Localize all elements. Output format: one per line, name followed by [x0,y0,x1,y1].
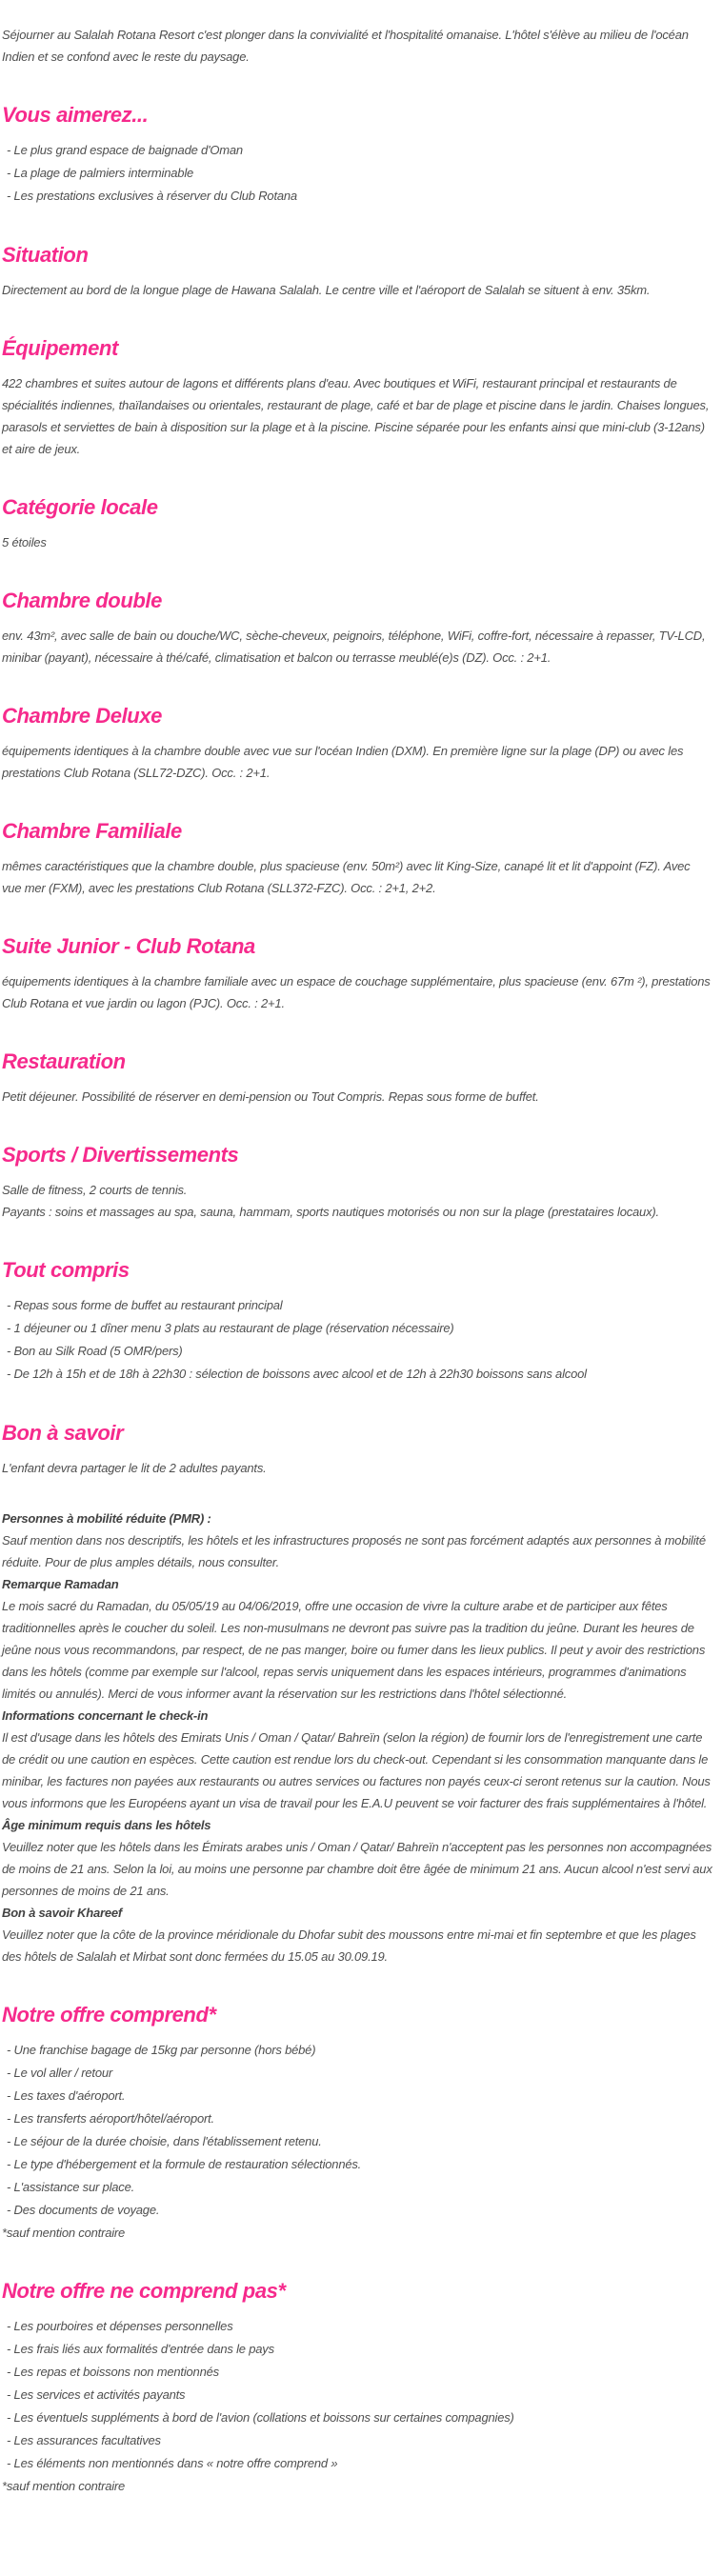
block-text-check-in: Il est d'usage dans les hôtels des Emirats Unis / Oman / Qatar/ Bahreïn (selon la région) de fournir lors de l'enregistrement une carte de crédit ou une caution en espèces. Cette caution est rendue lors du check-out. Cependant si les consommation manquante dans le minibar, les factures non payées aux restaurants ou autres services ou factures non payés ceux-ci seront retenus sur la caution. Nous vous informons que les Européens ayant un visa de travail pour les E.A.U peuvent se voir facturer des frais supplémentaires à l'hôtel. [2,1730,711,1810]
offre-ne-comprend-pas-list [2,2315,712,2475]
intro-paragraph: Séjourner au Salalah Rotana Resort c'est plonger dans la convivialité et l'hospitalité omanaise. L'hôtel s'élève au milieu de l'océan Indien et se confond avec le reste du paysage. [2,28,689,64]
sports-line-1: Salle de fitness, 2 courts de tennis. [2,1183,188,1197]
block-label-age-minimum: Âge minimum requis dans les hôtels [2,1818,211,1832]
sports-line-2: Payants : soins et massages au spa, sauna, hammam, sports nautiques motorisés ou non sur la plage (prestataires locaux). [2,1205,659,1219]
section-title-suite-junior: Suite Junior - Club Rotana [2,934,255,958]
section-title-tout-compris: Tout compris [2,1258,130,1282]
chambre-double-paragraph: env. 43m², avec salle de bain ou douche/WC, sèche-cheveux, peignoirs, téléphone, WiFi, coffre-fort, nécessaire à repasser, TV-LCD, minibar (payant), nécessaire à thé/café, climatisation et balcon ou terrasse meublé(e)s (DZ). Occ. : 2+1. [2,629,706,665]
list-item: - Des documents de voyage. [7,2203,160,2217]
block-text-pmr: Sauf mention dans nos descriptifs, les hôtels et les infrastructures proposés ne sont pas forcément adaptés aux personnes à mobilité réduite. Pour de plus amples détails, nous consulter. [2,1533,706,1569]
list-item: - L'assistance sur place. [7,2180,135,2194]
list-item: - Les éventuels suppléments à bord de l'avion (collations et boissons sur certaines compagnies) [7,2410,514,2425]
section-title-offre-ne-comprend-pas: Notre offre ne comprend pas* [2,2279,286,2303]
section-title-categorie-locale: Catégorie locale [2,495,158,519]
bon-a-savoir-lead: L'enfant devra partager le lit de 2 adultes payants. [2,1461,267,1475]
offre-comprend-footnote: *sauf mention contraire [2,2226,126,2240]
list-item: - Les repas et boissons non mentionnés [7,2365,219,2379]
list-item: - La plage de palmiers interminable [7,166,194,180]
list-item: - Les assurances facultatives [7,2433,161,2447]
list-item: - Une franchise bagage de 15kg par personne (hors bébé) [7,2043,316,2057]
tout-compris-list [2,1294,712,1386]
section-title-vous-aimerez: Vous aimerez... [2,103,149,127]
block-text-ramadan: Le mois sacré du Ramadan, du 05/05/19 au 04/06/2019, offre une occasion de vivre la culture arabe et de participer aux fêtes traditionnelles après le coucher du soleil. Les non-musulmans ne devront pas suivre pas la tradition du jeûne. Durant les heures de jeûne nous vous recommandons, par respect, de ne pas manger, boire ou fumer dans les lieux publics. Il peut y avoir des restrictions dans les hôtels (comme par exemple sur l'alcool, repas servis uniquement dans les espaces intérieurs, programmes d'animations limités ou annulés). Merci de vous informer avant la réservation sur les restrictions dans l'hôtel sélectionné. [2,1599,706,1701]
bon-a-savoir-blocks [2,1508,712,1967]
restauration-paragraph: Petit déjeuner. Possibilité de réserver en demi-pension ou Tout Compris. Repas sous forme de buffet. [2,1089,539,1104]
section-title-chambre-familiale: Chambre Familiale [2,819,182,843]
block-label-khareef: Bon à savoir Khareef [2,1906,123,1920]
list-item: - Les frais liés aux formalités d'entrée dans le pays [7,2342,274,2356]
categorie-locale-value: 5 étoiles [2,535,47,549]
section-title-restauration: Restauration [2,1049,126,1073]
list-item: - Les éléments non mentionnés dans « notre offre comprend » [7,2456,338,2470]
list-item: - Les services et activités payants [7,2387,186,2402]
list-item: - Le vol aller / retour [7,2066,113,2080]
section-title-bon-a-savoir: Bon à savoir [2,1421,124,1445]
suite-junior-paragraph: équipements identiques à la chambre familiale avec un espace de couchage supplémentaire, plus spacieuse (env. 67m ²), prestations Club Rotana et vue jardin ou lagon (PJC). Occ. : 2+1. [2,974,711,1010]
section-title-equipement: Équipement [2,336,118,360]
situation-paragraph: Directement au bord de la longue plage de Hawana Salalah. Le centre ville et l'aéroport de Salalah se situent à env. 35km. [2,283,651,297]
block-text-khareef: Veuillez noter que la côte de la province méridionale du Dhofar subit des moussons entre mi-mai et fin septembre et que les plages des hôtels de Salalah et Mirbat sont donc fermées du 15.05 au 30.09.19. [2,1927,696,1964]
list-item: - Le type d'hébergement et la formule de restauration sélectionnés. [7,2157,362,2171]
section-title-chambre-deluxe: Chambre Deluxe [2,704,163,728]
section-title-offre-comprend: Notre offre comprend* [2,2003,216,2027]
list-item: - Les taxes d'aéroport. [7,2088,126,2103]
chambre-familiale-paragraph: mêmes caractéristiques que la chambre double, plus spacieuse (env. 50m²) avec lit King-Size, canapé lit et lit d'appoint (FZ). Avec vue mer (FXM), avec les prestations Club Rotana (SLL372-FZC). Occ. : 2+1, 2+2. [2,859,691,895]
list-item: - Bon au Silk Road (5 OMR/pers) [7,1344,183,1358]
section-title-sports-divertissements: Sports / Divertissements [2,1143,239,1167]
chambre-deluxe-paragraph: équipements identiques à la chambre double avec vue sur l'océan Indien (DXM). En première ligne sur la plage (DP) ou avec les prestations Club Rotana (SLL72-DZC). Occ. : 2+1. [2,744,684,780]
offre-ne-comprend-pas-footnote: *sauf mention contraire [2,2479,126,2493]
block-label-pmr: Personnes à mobilité réduite (PMR) : [2,1511,211,1526]
list-item: - 1 déjeuner ou 1 dîner menu 3 plats au restaurant de plage (réservation nécessaire) [7,1321,454,1335]
block-label-check-in: Informations concernant le check-in [2,1708,209,1723]
section-title-situation: Situation [2,243,89,267]
block-text-age-minimum: Veuillez noter que les hôtels dans les Émirats arabes unis / Oman / Qatar/ Bahreïn n'acceptent pas les personnes non accompagnées de moins de 21 ans. Selon la loi, au moins une personne par chambre doit être âgée de minimum 21 ans. Aucun alcool n'est servi aux personnes de moins de 21 ans. [2,1840,712,1898]
list-item: - Le plus grand espace de baignade d'Oman [7,143,243,157]
list-item: - Le séjour de la durée choisie, dans l'établissement retenu. [7,2134,322,2148]
block-label-ramadan: Remarque Ramadan [2,1577,119,1591]
list-item: - Repas sous forme de buffet au restaurant principal [7,1298,283,1312]
list-item: - Les prestations exclusives à réserver du Club Rotana [7,189,297,203]
section-title-chambre-double: Chambre double [2,589,162,612]
offre-comprend-list [2,2039,712,2222]
equipement-paragraph: 422 chambres et suites autour de lagons et différents plans d'eau. Avec boutiques et WiFi, restaurant principal et restaurants de spécialités indiennes, thaïlandaises ou orientales, restaurant de plage, café et bar de plage et piscine dans le jardin. Chaises longues, parasols et serviettes de bain à disposition sur la plage et à la piscine. Piscine séparée pour les enfants ainsi que mini-club (3-12ans) et aire de jeux. [2,376,710,456]
list-item: - Les transferts aéroport/hôtel/aéroport. [7,2111,214,2126]
list-item: - De 12h à 15h et de 18h à 22h30 : sélection de boissons avec alcool et de 12h à 22h30 boissons sans alcool [7,1367,587,1381]
vous-aimerez-list [2,139,712,208]
list-item: - Les pourboires et dépenses personnelles [7,2319,233,2333]
